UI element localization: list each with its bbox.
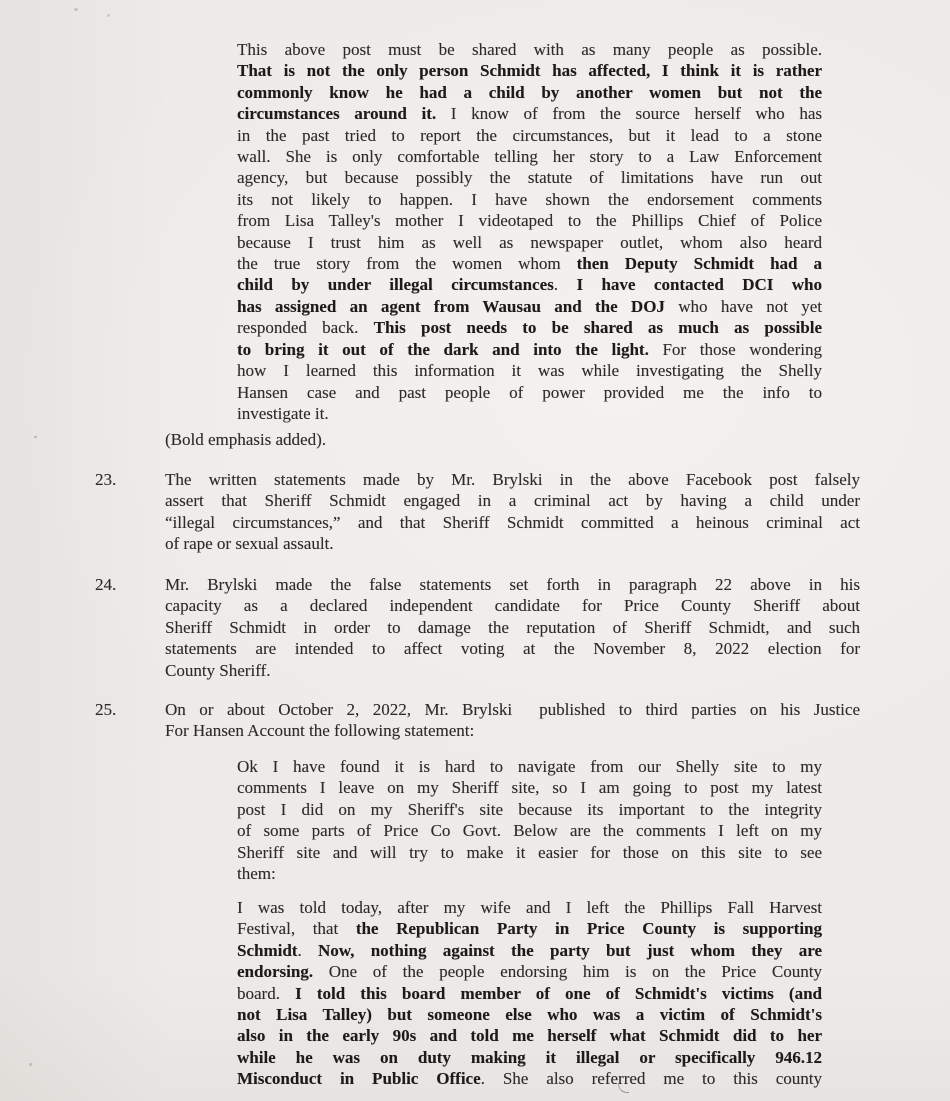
paragraph-25-number: 25. [95,700,117,719]
scan-artifact-speck [34,436,37,438]
bold-emphasis-note: (Bold emphasis added). [165,430,326,449]
facebook-post-quote-2: Ok I have found it is hard to navigate from our Shelly site to my comments I leave on my Sheriff site, so I am going to post my latest post I did on my Sheriff's site because its important to the integrity of some parts of Price Co Govt. Below are the comments I left on my Sheriff site and will try to make it easier for those on this site to see them: [237,757,822,884]
paragraph-24-text: Mr. Brylski made the false statements set forth in paragraph 22 above in his capacity as a declared independent candidate for Price County Sheriff about Sheriff Schmidt in order to damage the reputation of Sheriff Schmidt, and such statements are intended to affect voting at the November 8, 2022 election for County Sheriff. [165,575,860,680]
paragraph-24 [95,574,860,681]
facebook-post-quote-1: This above post must be shared with as many people as possible. That is not the only person Schmidt has affected, I think it is rather commonly know he had a child by another women but not the circumstances around it. I know of from the source herself who has in the past tried to report the circumstances, but it lead to a stone wall. She is only comfortable telling her story to a Law Enforcement agency, but because possibly the statute of limitations have run out its not likely to happen. I have shown the endorsement comments from Lisa Talley's mother I videotaped to the Phillips Chief of Police because I trust him as well as newspaper outlet, whom also heard the true story from the women whom then Deputy Schmidt had a child by under illegal circumstances. I have contacted DCI who has assigned an agent from Wausau and the DOJ who have not yet responded back. This post needs to be shared as much as possible to bring it out of the dark and into the light. For those wondering how I learned this information it was while investigating the Shelly Hansen case and past people of power provided me the info to investigate it. [237,40,823,423]
paragraph-24-number: 24. [95,575,117,594]
paragraph-23 [95,469,860,555]
paragraph-25 [95,699,860,742]
scan-artifact-crease [618,1083,629,1093]
paragraph-25-text: On or about October 2, 2022, Mr. Brylski published to third parties on his Justice For Hansen Account the following statement: [165,700,860,741]
scan-artifact-speck [74,8,78,11]
scan-artifact-speck [29,1063,32,1066]
scan-artifact-speck [107,14,110,17]
paragraph-23-number: 23. [95,470,117,489]
facebook-post-quote-3: I was told today, after my wife and I left the Phillips Fall Harvest Festival, that the Republican Party in Price County is supporting Schmidt. Now, nothing against the party but just whom they are endorsing. One of the people endorsing him is on the Price County board. I told this board member of one of Schmidt's victims (and not Lisa Talley) but someone else who was a victim of Schmidt's also in the early 90s and told me herself what Schmidt did to her while he was on duty making it illegal or specifically 946.12 Misconduct in Public Office. She also referred me to this county [237,898,822,1089]
paragraph-23-text: The written statements made by Mr. Brylski in the above Facebook post falsely assert that Sheriff Schmidt engaged in a criminal act by having a child under “illegal circumstances,” and that Sheriff Schmidt committed a heinous criminal act of rape or sexual assault. [165,470,860,554]
